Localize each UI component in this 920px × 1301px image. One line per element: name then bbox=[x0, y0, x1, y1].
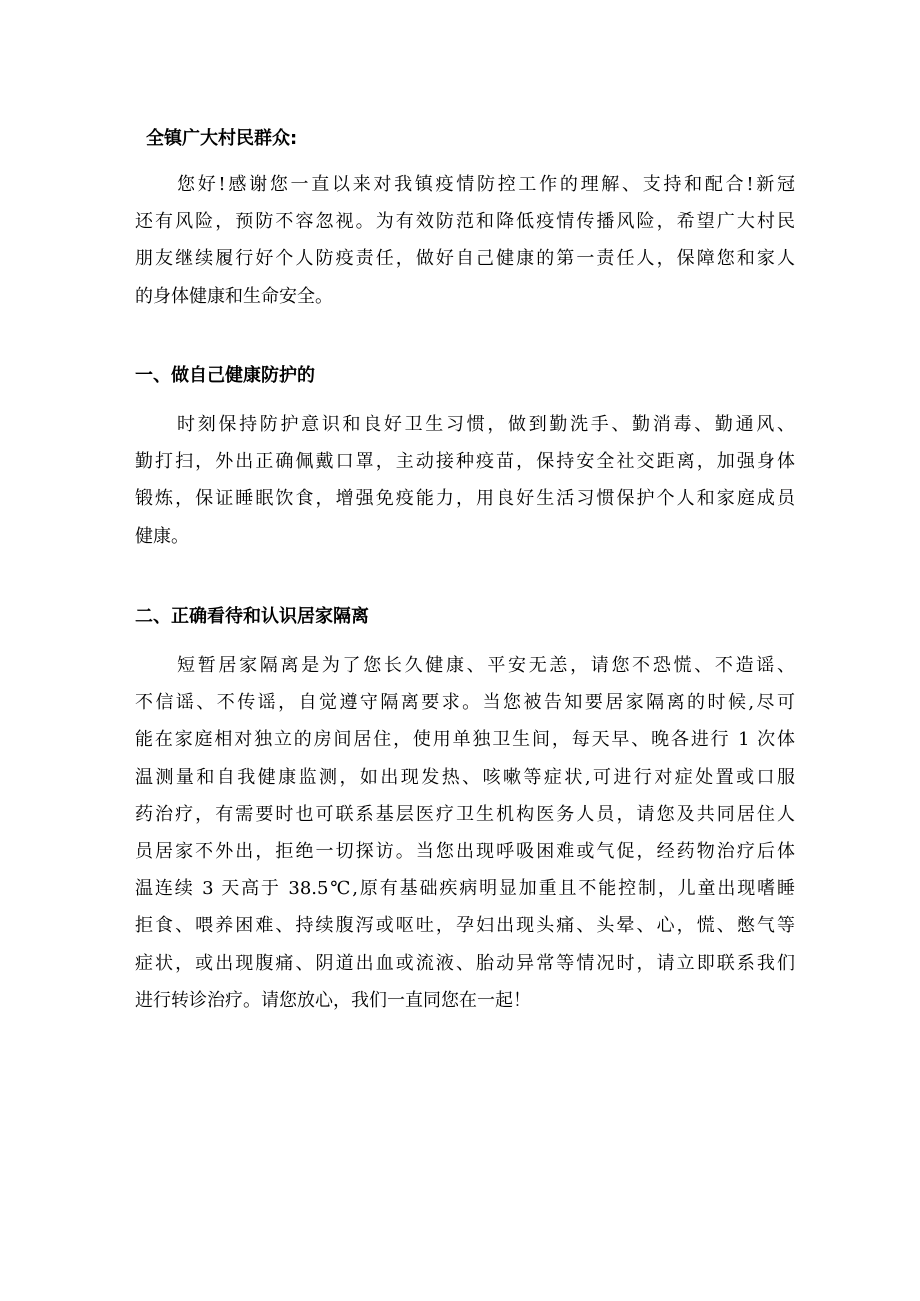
paragraph-line: 短暂居家隔离是为了您长久健康、平安无恙，请您不恐慌、不造谣、 bbox=[177, 655, 795, 676]
paragraph-line: 温测量和自我健康监测，如出现发热、咳嗽等症状,可进行对症处置或口服 bbox=[135, 766, 795, 788]
paragraph-line: 拒食、喂养困难、持续腹泻或呕吐，孕妇出现头痛、头晕、心，慌、憋气等 bbox=[135, 915, 795, 937]
section2-paragraph bbox=[135, 647, 795, 1019]
paragraph-line: 的身体健康和生命安全。 bbox=[135, 285, 333, 307]
paragraph-line: 锻炼，保证睡眠饮食，增强免疫能力，用良好生活习惯保护个人和家庭成员 bbox=[135, 488, 795, 510]
paragraph-line: 不信谣、不传谣，自觉遵守隔离要求。当您被告知要居家隔离的时候,尽可 bbox=[135, 692, 795, 714]
intro-paragraph bbox=[135, 166, 795, 315]
paragraph-line: 还有风险，预防不容忽视。为有效防范和降低疫情传播风险，希望广大村民 bbox=[135, 211, 795, 233]
salutation: 全镇广大村民群众: bbox=[146, 128, 298, 149]
paragraph-line: 时刻保持防护意识和良好卫生习惯，做到勤洗手、勤消毒、勤通风、 bbox=[177, 414, 795, 435]
paragraph-line: 症状，或出现腹痛、阴道出血或流液、胎动异常等情况时，请立即联系我们 bbox=[135, 952, 795, 974]
paragraph-line: 能在家庭相对独立的房间居住，使用单独卫生间，每天早、晚各进行 1 次体 bbox=[135, 729, 795, 751]
section-heading-2: 二、正确看待和认识居家隔离 bbox=[135, 606, 369, 627]
paragraph-line: 温连续 3 天高于 38.5℃,原有基础疾病明显加重且不能控制，儿童出现嗜睡 bbox=[135, 878, 795, 900]
paragraph-line: 勤打扫，外出正确佩戴口罩，主动接种疫苗，保持安全社交距离，加强身体 bbox=[135, 451, 795, 473]
paragraph-line: 朋友继续履行好个人防疫责任，做好自己健康的第一责任人，保障您和家人 bbox=[135, 248, 795, 270]
section-heading-1: 一、做自己健康防护的 bbox=[135, 365, 315, 386]
paragraph-line: 健康。 bbox=[135, 525, 189, 547]
paragraph-line: 进行转诊治疗。请您放心，我们一直同您在一起！ bbox=[135, 989, 531, 1011]
paragraph-line: 员居家不外出，拒绝一切探访。当您出现呼吸困难或气促，经药物治疗后体 bbox=[135, 840, 795, 862]
paragraph-line: 药治疗，有需要时也可联系基层医疗卫生机构医务人员，请您及共同居住人 bbox=[135, 803, 795, 825]
section1-paragraph bbox=[135, 406, 795, 555]
paragraph-line: 您好!感谢您一直以来对我镇疫情防控工作的理解、支持和配合!新冠 bbox=[177, 174, 795, 195]
